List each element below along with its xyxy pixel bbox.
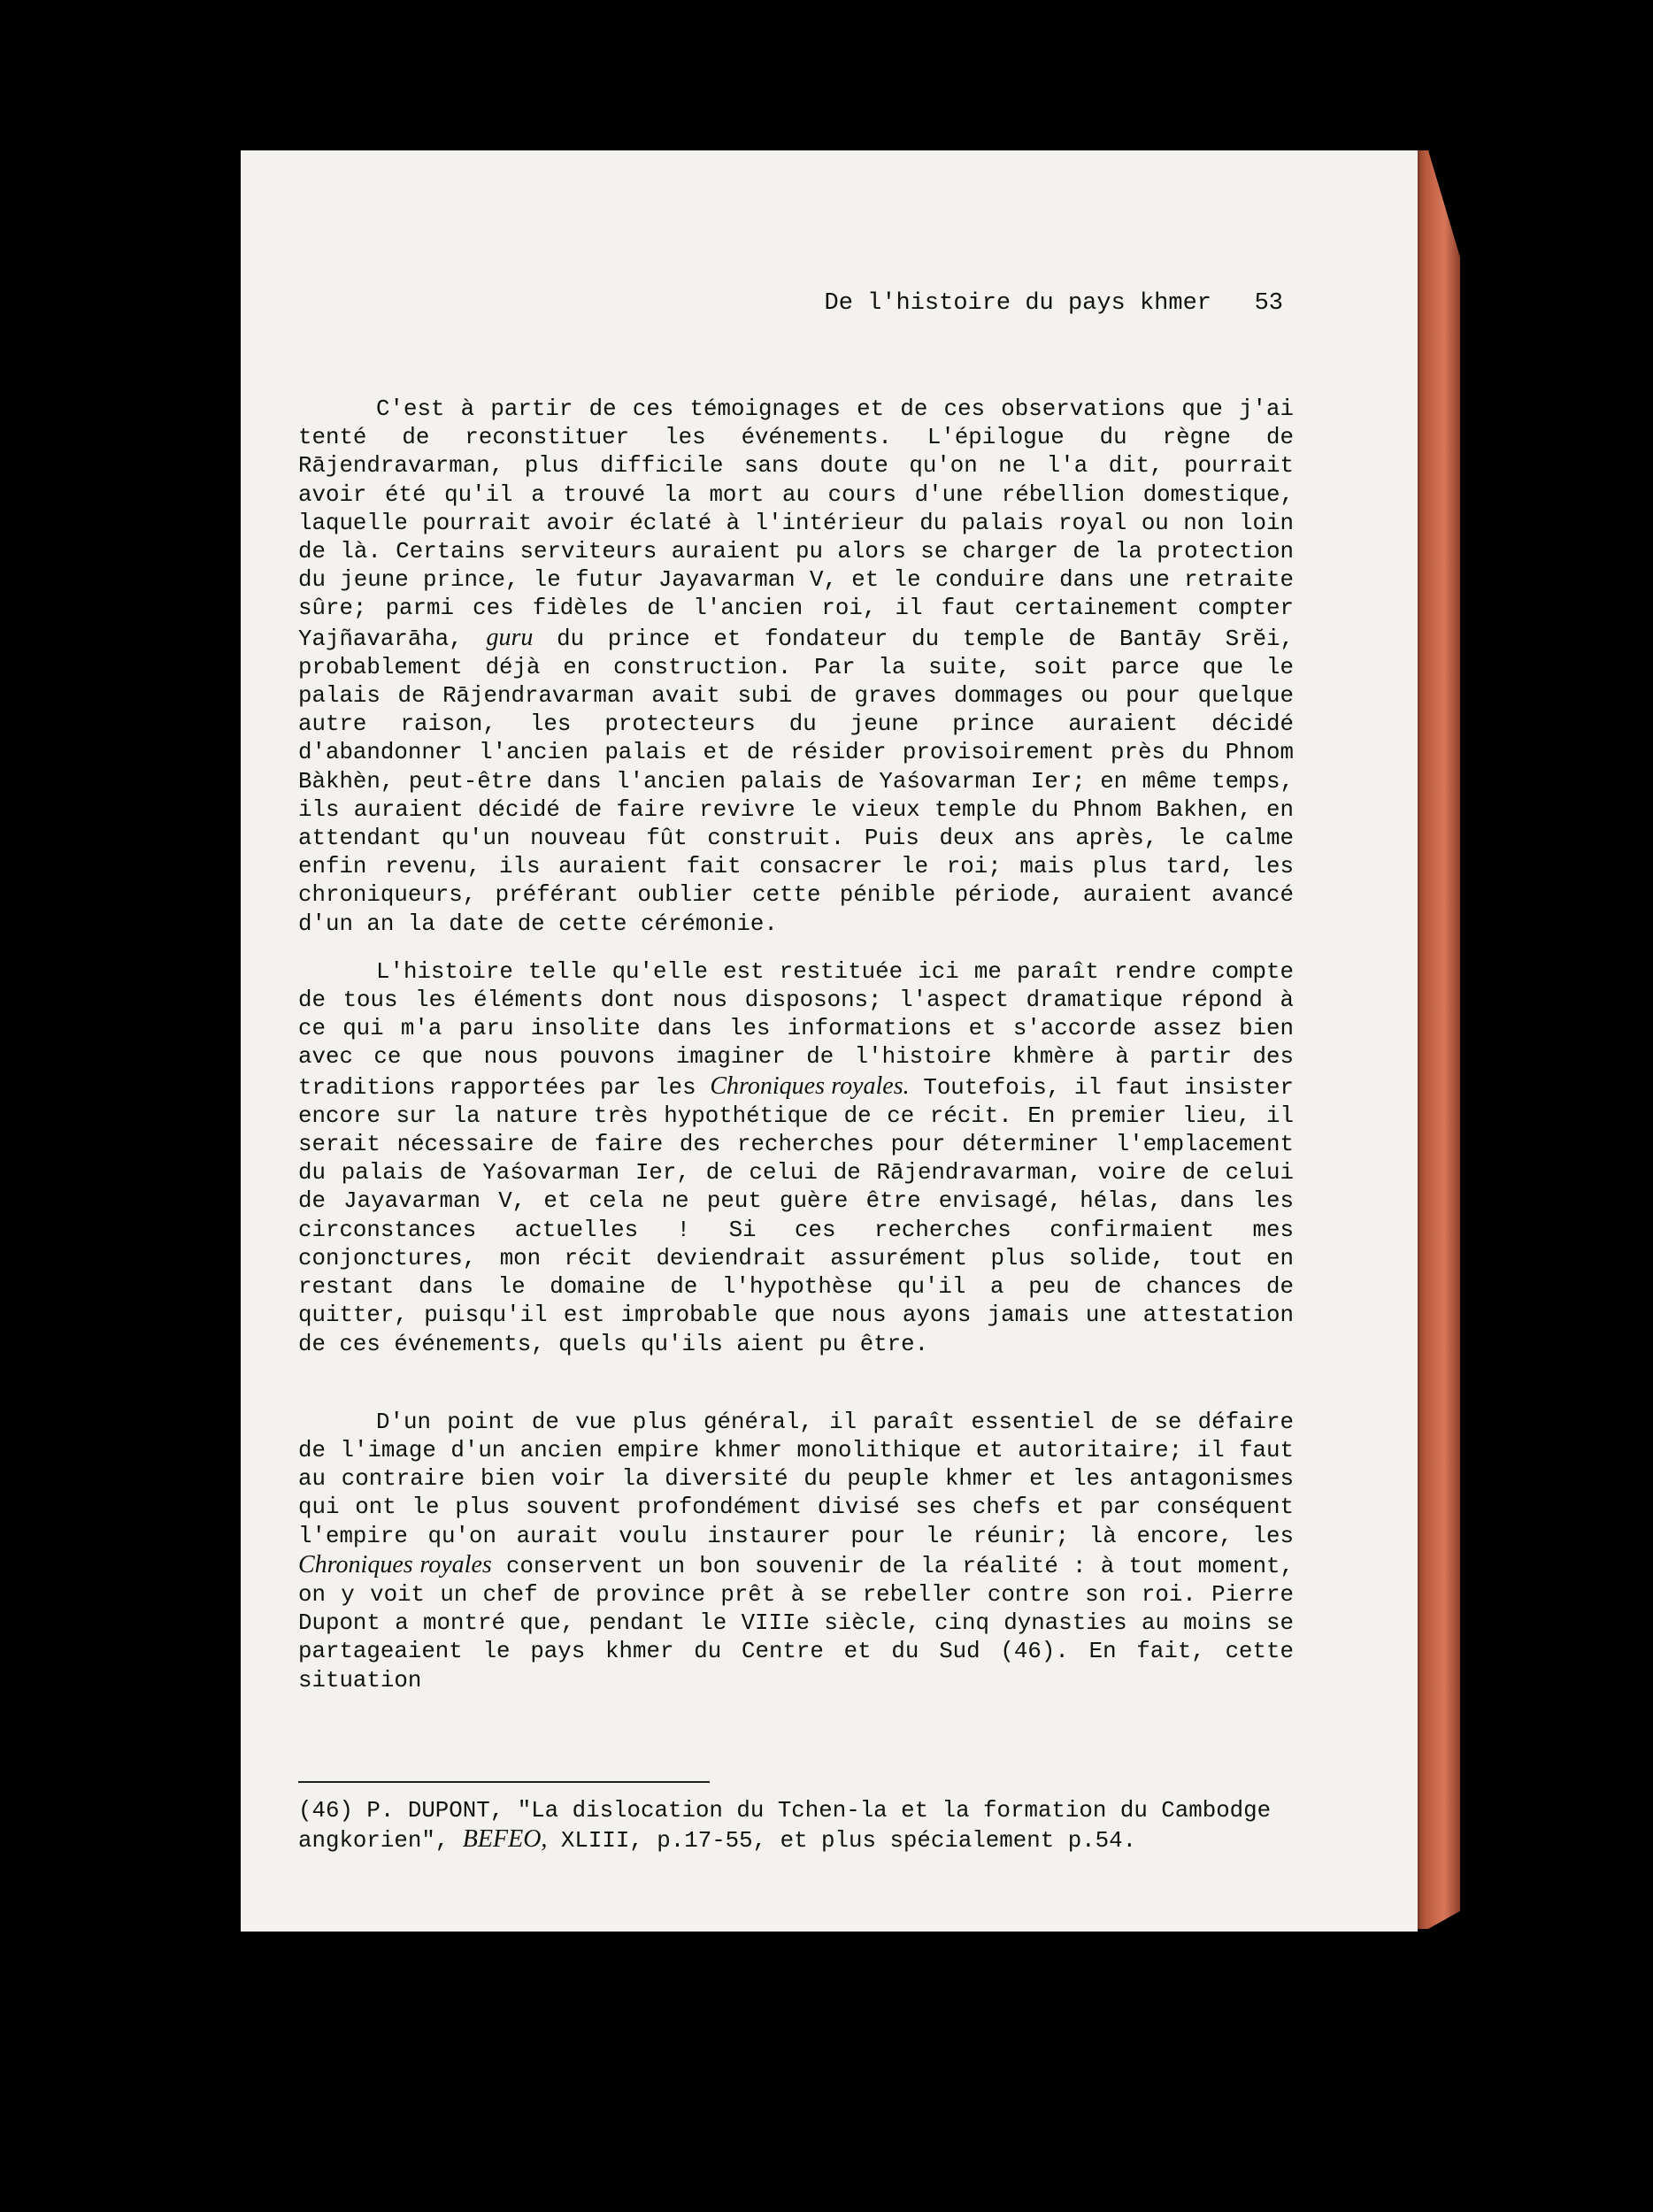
- page-number: 53: [1254, 290, 1283, 317]
- footnote-rule: [298, 1781, 710, 1783]
- book-page: [241, 150, 1418, 1932]
- paragraph-3: D'un point de vue plus général, il paraît essentiel de se défaire de l'image d'un ancien empire khmer monolithique et autoritaire; il faut au contraire bien voir la diversité du peuple khmer et les antagonismes qui ont le plus souvent profondément divisé ses chefs et par conséquent l'empire qu'on aurait voulu instaurer pour le réunir; là encore, les Chroniques royales conservent un bon souvenir de la réalité : à tout moment, on y voit un chef de province prêt à se rebeller contre son roi. Pierre Dupont a montré que, pendant le VIIIe siècle, cinq dynasties au moins se partageaient le pays khmer du Centre et du Sud (46). En fait, cette situation: [298, 1409, 1295, 1694]
- body-text: [298, 396, 1294, 1695]
- running-header: [825, 290, 1284, 317]
- footnote: (46) P. DUPONT, "La dislocation du Tchen-la et la formation du Cambodge angkorien", BEFEO, XLIII, p.17-55, et plus spécialement p.54.: [298, 1798, 1272, 1854]
- paragraph-2: L'histoire telle qu'elle est restituée ici me paraît rendre compte de tous les éléments dont nous disposons; l'aspect dramatique répond à ce qui m'a paru insolite dans les informations et s'accorde assez bien avec ce que nous pouvons imaginer de l'histoire khmère à partir des traditions rapportées par les Chroniques royales. Toutefois, il faut insister encore sur la nature très hypothétique de ce récit. En premier lieu, il serait nécessaire de faire des recherches pour déterminer l'emplacement du palais de Yaśovarman Ier, de celui de Rājendravarman, voire de celui de Jayavarman V, et cela ne peut guère être envisagé, hélas, dans les circonstances actuelles ! Si ces recherches confirmaient mes conjonctures, mon récit deviendrait assurément plus solide, tout en restant dans le domaine de l'hypothèse qu'il a peu de chances de quitter, puisqu'il est improbable que nous ayons jamais une attestation de ces événements, quels qu'ils aient pu être.: [298, 958, 1295, 1357]
- running-title: De l'histoire du pays khmer: [824, 290, 1211, 317]
- paragraph-1: C'est à partir de ces témoignages et de ces observations que j'ai tenté de reconstituer les événements. L'épilogue du règne de Rājendravarman, plus difficile sans doute qu'on ne l'a dit, pourrait avoir été qu'il a trouvé la mort au cours d'une rébellion domestique, laquelle pourrait avoir éclaté à l'intérieur du palais royal ou non loin de là. Certains serviteurs auraient pu alors se charger de la protection du jeune prince, le futur Jayavarman V, et le conduire dans une retraite sûre; parmi ces fidèles de l'ancien roi, il faut certainement compter Yajñavarāha, guru du prince et fondateur du temple de Bantāy Srĕi, probablement déjà en construction. Par la suite, soit parce que le palais de Rājendravarman avait subi de graves dommages ou pour quelque autre raison, les protecteurs du jeune prince auraient décidé d'abandonner l'ancien palais et de résider provisoirement près du Phnom Bàkhèn, peut-être dans l'ancien palais de Yaśovarman Ier; en même temps, ils auraient décidé de faire revivre le vieux temple du Phnom Bakhen, en attendant qu'un nouveau fût construit. Puis deux ans après, le calme enfin revenu, ils auraient fait consacrer le roi; mais plus tard, les chroniqueurs, préférant oublier cette pénible période, auraient avancé d'un an la date de cette cérémonie.: [298, 396, 1295, 937]
